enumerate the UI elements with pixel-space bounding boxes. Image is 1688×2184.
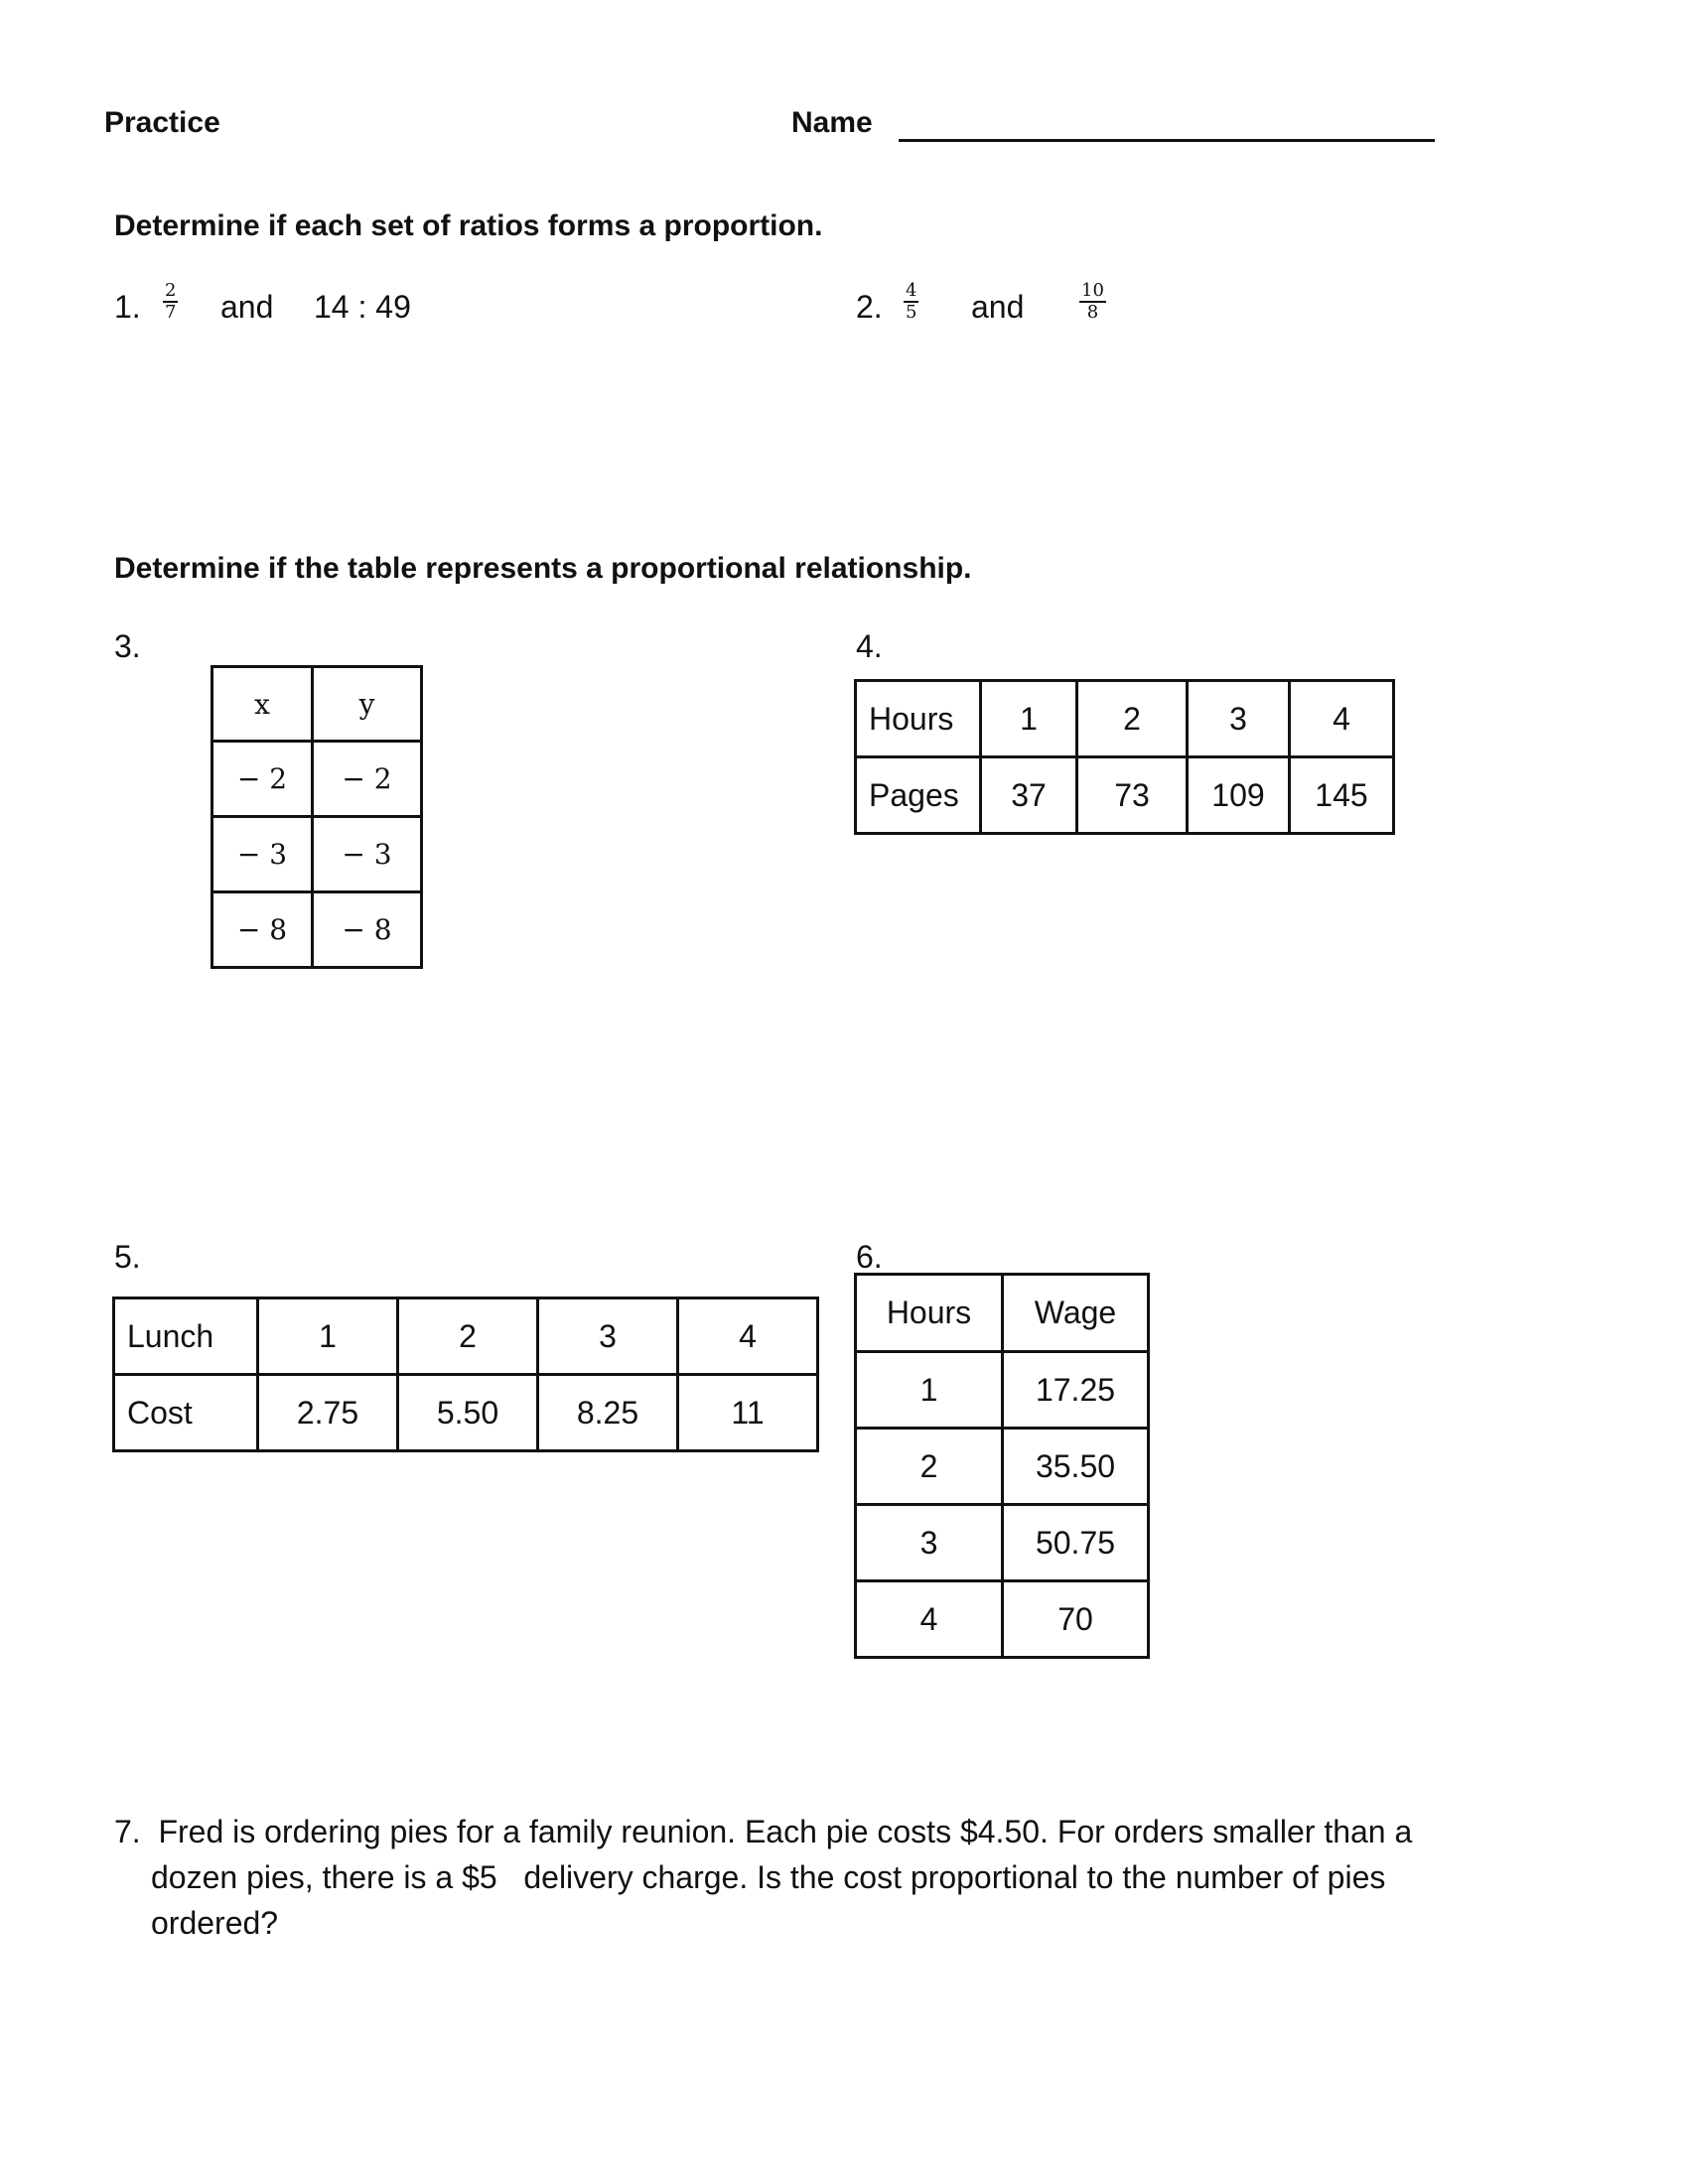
q5-cell: 2.75 <box>258 1375 398 1451</box>
q4-cell: 73 <box>1077 757 1188 834</box>
q4-table <box>854 679 1395 835</box>
table-row <box>212 817 422 892</box>
q5-cell: 8.25 <box>538 1375 678 1451</box>
q5-cell: 4 <box>678 1298 818 1375</box>
q4-cell: 1 <box>981 681 1077 757</box>
q3-cell: − 3 <box>313 817 422 892</box>
q5-table <box>112 1297 819 1452</box>
q4-cell: 4 <box>1290 681 1394 757</box>
q3-header-row <box>212 667 422 742</box>
table-row <box>856 1581 1149 1658</box>
table-row <box>856 757 1394 834</box>
q3-table <box>211 665 423 969</box>
q3-cell: − 2 <box>212 742 313 817</box>
q1-fraction-numerator: 2 <box>165 280 177 301</box>
q5-cell: 11 <box>678 1375 818 1451</box>
q4-cell: 3 <box>1188 681 1290 757</box>
q1-ratio: 14 : 49 <box>314 289 411 325</box>
q3-cell: − 8 <box>212 892 313 968</box>
q6-table <box>854 1273 1150 1659</box>
q3-cell: − 3 <box>212 817 313 892</box>
q4-number: 4. <box>856 628 883 664</box>
q4-cell: 145 <box>1290 757 1394 834</box>
q5-row-label-lunch: Lunch <box>114 1298 258 1375</box>
q6-cell: 4 <box>856 1581 1003 1658</box>
q3-number: 3. <box>114 628 141 664</box>
q6-header-hours: Hours <box>856 1275 1003 1352</box>
table-row <box>114 1298 818 1375</box>
name-label: Name <box>791 106 873 139</box>
q5-cell: 5.50 <box>398 1375 538 1451</box>
q1-fraction-denominator: 7 <box>165 302 177 323</box>
q4-cell: 2 <box>1077 681 1188 757</box>
q4-row-label-pages: Pages <box>856 757 981 834</box>
q6-header-wage: Wage <box>1003 1275 1149 1352</box>
q7-text-line-2: dozen pies, there is a $5 delivery charge. Is the cost proportional to the number of pies <box>151 1859 1386 1895</box>
q2-fraction-1-denominator: 5 <box>906 302 917 323</box>
q5-cell: 3 <box>538 1298 678 1375</box>
q6-cell: 1 <box>856 1352 1003 1429</box>
q7-text-line-3: ordered? <box>151 1905 279 1941</box>
q4-row-label-hours: Hours <box>856 681 981 757</box>
q7-line-1 <box>114 1809 1524 1854</box>
q2-and: and <box>971 289 1025 325</box>
q6-cell: 3 <box>856 1505 1003 1581</box>
q1-number: 1. <box>114 289 141 325</box>
name-blank-line[interactable] <box>899 139 1435 142</box>
q7-word-problem <box>114 1809 1524 1946</box>
q7-number: 7. <box>114 1814 141 1849</box>
table-row <box>212 892 422 968</box>
q5-row-label-cost: Cost <box>114 1375 258 1451</box>
q3-header-x: x <box>212 667 313 742</box>
table-row <box>856 1352 1149 1429</box>
q7-text-line-1: Fred is ordering pies for a family reunion. Each pie costs $4.50. For orders smaller than a <box>158 1814 1413 1849</box>
table-row <box>856 1505 1149 1581</box>
section-2-title: Determine if the table represents a proportional relationship. <box>114 552 972 585</box>
q6-cell: 35.50 <box>1003 1429 1149 1505</box>
q2-fraction-2 <box>1079 281 1106 323</box>
table-row <box>212 742 422 817</box>
q2-fraction-1 <box>904 281 918 323</box>
q3-cell: − 2 <box>313 742 422 817</box>
q3-header-y: y <box>313 667 422 742</box>
q6-header-row <box>856 1275 1149 1352</box>
section-1-title: Determine if each set of ratios forms a proportion. <box>114 209 823 242</box>
practice-label: Practice <box>104 106 220 139</box>
q6-cell: 17.25 <box>1003 1352 1149 1429</box>
table-row <box>856 681 1394 757</box>
table-row <box>114 1375 818 1451</box>
q6-cell: 70 <box>1003 1581 1149 1658</box>
table-row <box>856 1429 1149 1505</box>
q1-fraction <box>163 281 178 323</box>
q3-cell: − 8 <box>313 892 422 968</box>
q6-number: 6. <box>856 1239 883 1275</box>
q5-cell: 2 <box>398 1298 538 1375</box>
q2-number: 2. <box>856 289 883 325</box>
q6-cell: 50.75 <box>1003 1505 1149 1581</box>
q5-number: 5. <box>114 1239 141 1275</box>
q4-cell: 37 <box>981 757 1077 834</box>
q2-fraction-2-numerator: 10 <box>1081 280 1104 301</box>
q2-fraction-1-numerator: 4 <box>906 280 917 301</box>
q1-and: and <box>220 289 274 325</box>
q6-cell: 2 <box>856 1429 1003 1505</box>
q4-cell: 109 <box>1188 757 1290 834</box>
q2-fraction-2-denominator: 8 <box>1086 302 1099 323</box>
q5-cell: 1 <box>258 1298 398 1375</box>
